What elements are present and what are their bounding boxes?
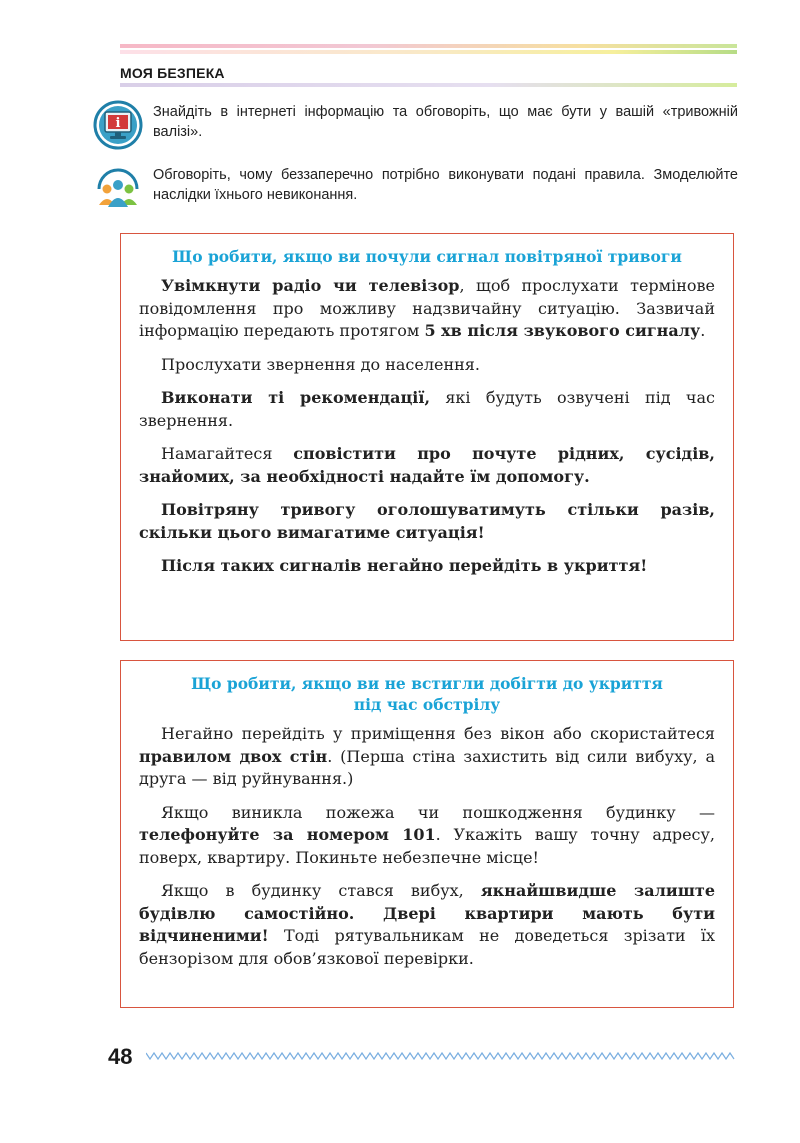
task-group-discussion (93, 163, 743, 213)
air-raid-alert-box (120, 233, 734, 641)
header-bar-bottom (120, 50, 737, 54)
task-internet-search (93, 100, 743, 150)
footer-zigzag-decor (146, 1051, 736, 1061)
group-discussion-icon (93, 163, 143, 213)
header-decor-bars (120, 44, 737, 56)
box-title: Що робити, якщо ви не встигли добігти до укриття під час обстрілу (191, 674, 663, 714)
svg-text:i: i (115, 116, 121, 131)
header-bar-top (120, 44, 737, 48)
shelling-box (120, 660, 734, 1008)
section-title: МОЯ БЕЗПЕКА (120, 65, 225, 81)
rule-paragraph: Виконати ті рекомендації, які будуть озвучені під час звернення. (139, 388, 715, 430)
rule-paragraph: Увімкнути радіо чи телевізор, щоб прослухати термінове повідомлення про можливу надзвичайну ситуацію. Зазвичай інформацію передають протягом 5 хв після звукового сигналу. (139, 276, 715, 340)
task-text: Знайдіть в інтернеті інформацію та обговоріть, що має бути у вашій «тривожній валізі». (153, 104, 738, 140)
rule-paragraph: Прослухати звернення до населення. (161, 354, 480, 374)
section-title-underline (120, 83, 737, 87)
rule-paragraph: Намагайтеся сповістити про почуте рідних, сусідів, знайомих, за необхідності надайте їм допомогу. (139, 444, 715, 486)
rule-paragraph: Якщо в будинку стався вибух, якнайшвидше залиште будівлю самостійно. Двері квартири мають бути відчиненими! Тоді рятувальникам не доведеться зрізати їх бензорізом для обов’язкової перевірки. (139, 881, 716, 968)
rule-paragraph: Негайно перейдіть у приміщення без вікон або скористайтеся правилом двох стін. (Перша стіна захистить від сили вибуху, а друга — від руйнування.) (139, 724, 715, 788)
box-title: Що робити, якщо ви почули сигнал повітряної тривоги (172, 247, 682, 266)
rule-paragraph: Якщо виникла пожежа чи пошкодження будинку — телефонуйте за номером 101. Укажіть вашу точну адресу, поверх, квартиру. Покиньте небезпечне місце! (139, 802, 715, 867)
page-number: 48 (108, 1044, 133, 1069)
task-text: Обговоріть, чому беззаперечно потрібно виконувати подані правила. Змоделюйте наслідки їхнього невиконання. (153, 167, 738, 203)
info-monitor-icon (93, 100, 143, 150)
rule-paragraph: Повітряну тривогу оголошуватимуть стільки разів, скільки цього вимагатиме ситуація! (139, 500, 715, 542)
rule-paragraph: Після таких сигналів негайно перейдіть в укриття! (161, 556, 648, 575)
